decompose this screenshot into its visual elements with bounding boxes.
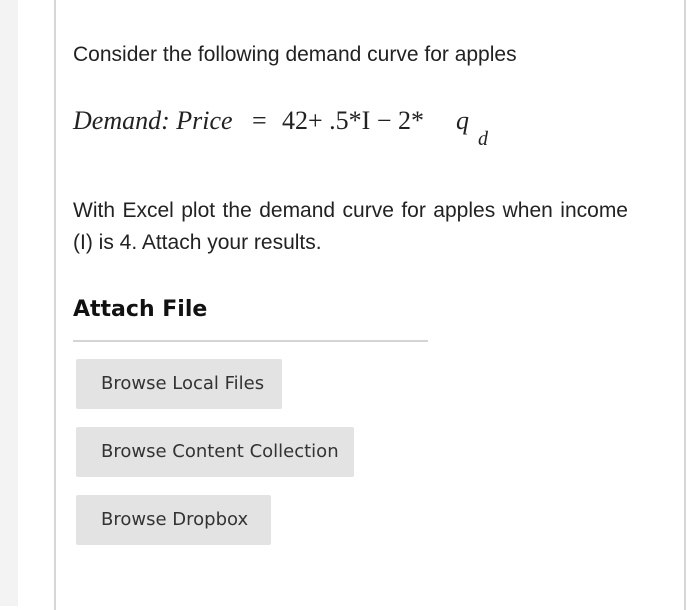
browse-dropbox-button[interactable]: Browse Dropbox [76, 495, 271, 545]
browse-content-collection-button[interactable]: Browse Content Collection [76, 427, 354, 477]
question-prompt: With Excel plot the demand curve for apples when income (I) is 4. Attach your results. [73, 199, 628, 254]
equation-equals: = [252, 106, 267, 135]
demand-equation [73, 106, 533, 154]
equation-subscript: d [478, 128, 488, 150]
browse-local-files-button[interactable]: Browse Local Files [76, 359, 282, 409]
equation-label: Demand: Price [73, 106, 233, 135]
question-intro: Consider the following demand curve for apples [73, 43, 517, 66]
equation-rhs: 42+ .5*I − 2* [282, 106, 424, 135]
equation-variable: q [456, 106, 469, 135]
attach-divider [73, 340, 428, 342]
page-margin [0, 0, 18, 606]
attach-file-heading: Attach File [73, 297, 208, 322]
